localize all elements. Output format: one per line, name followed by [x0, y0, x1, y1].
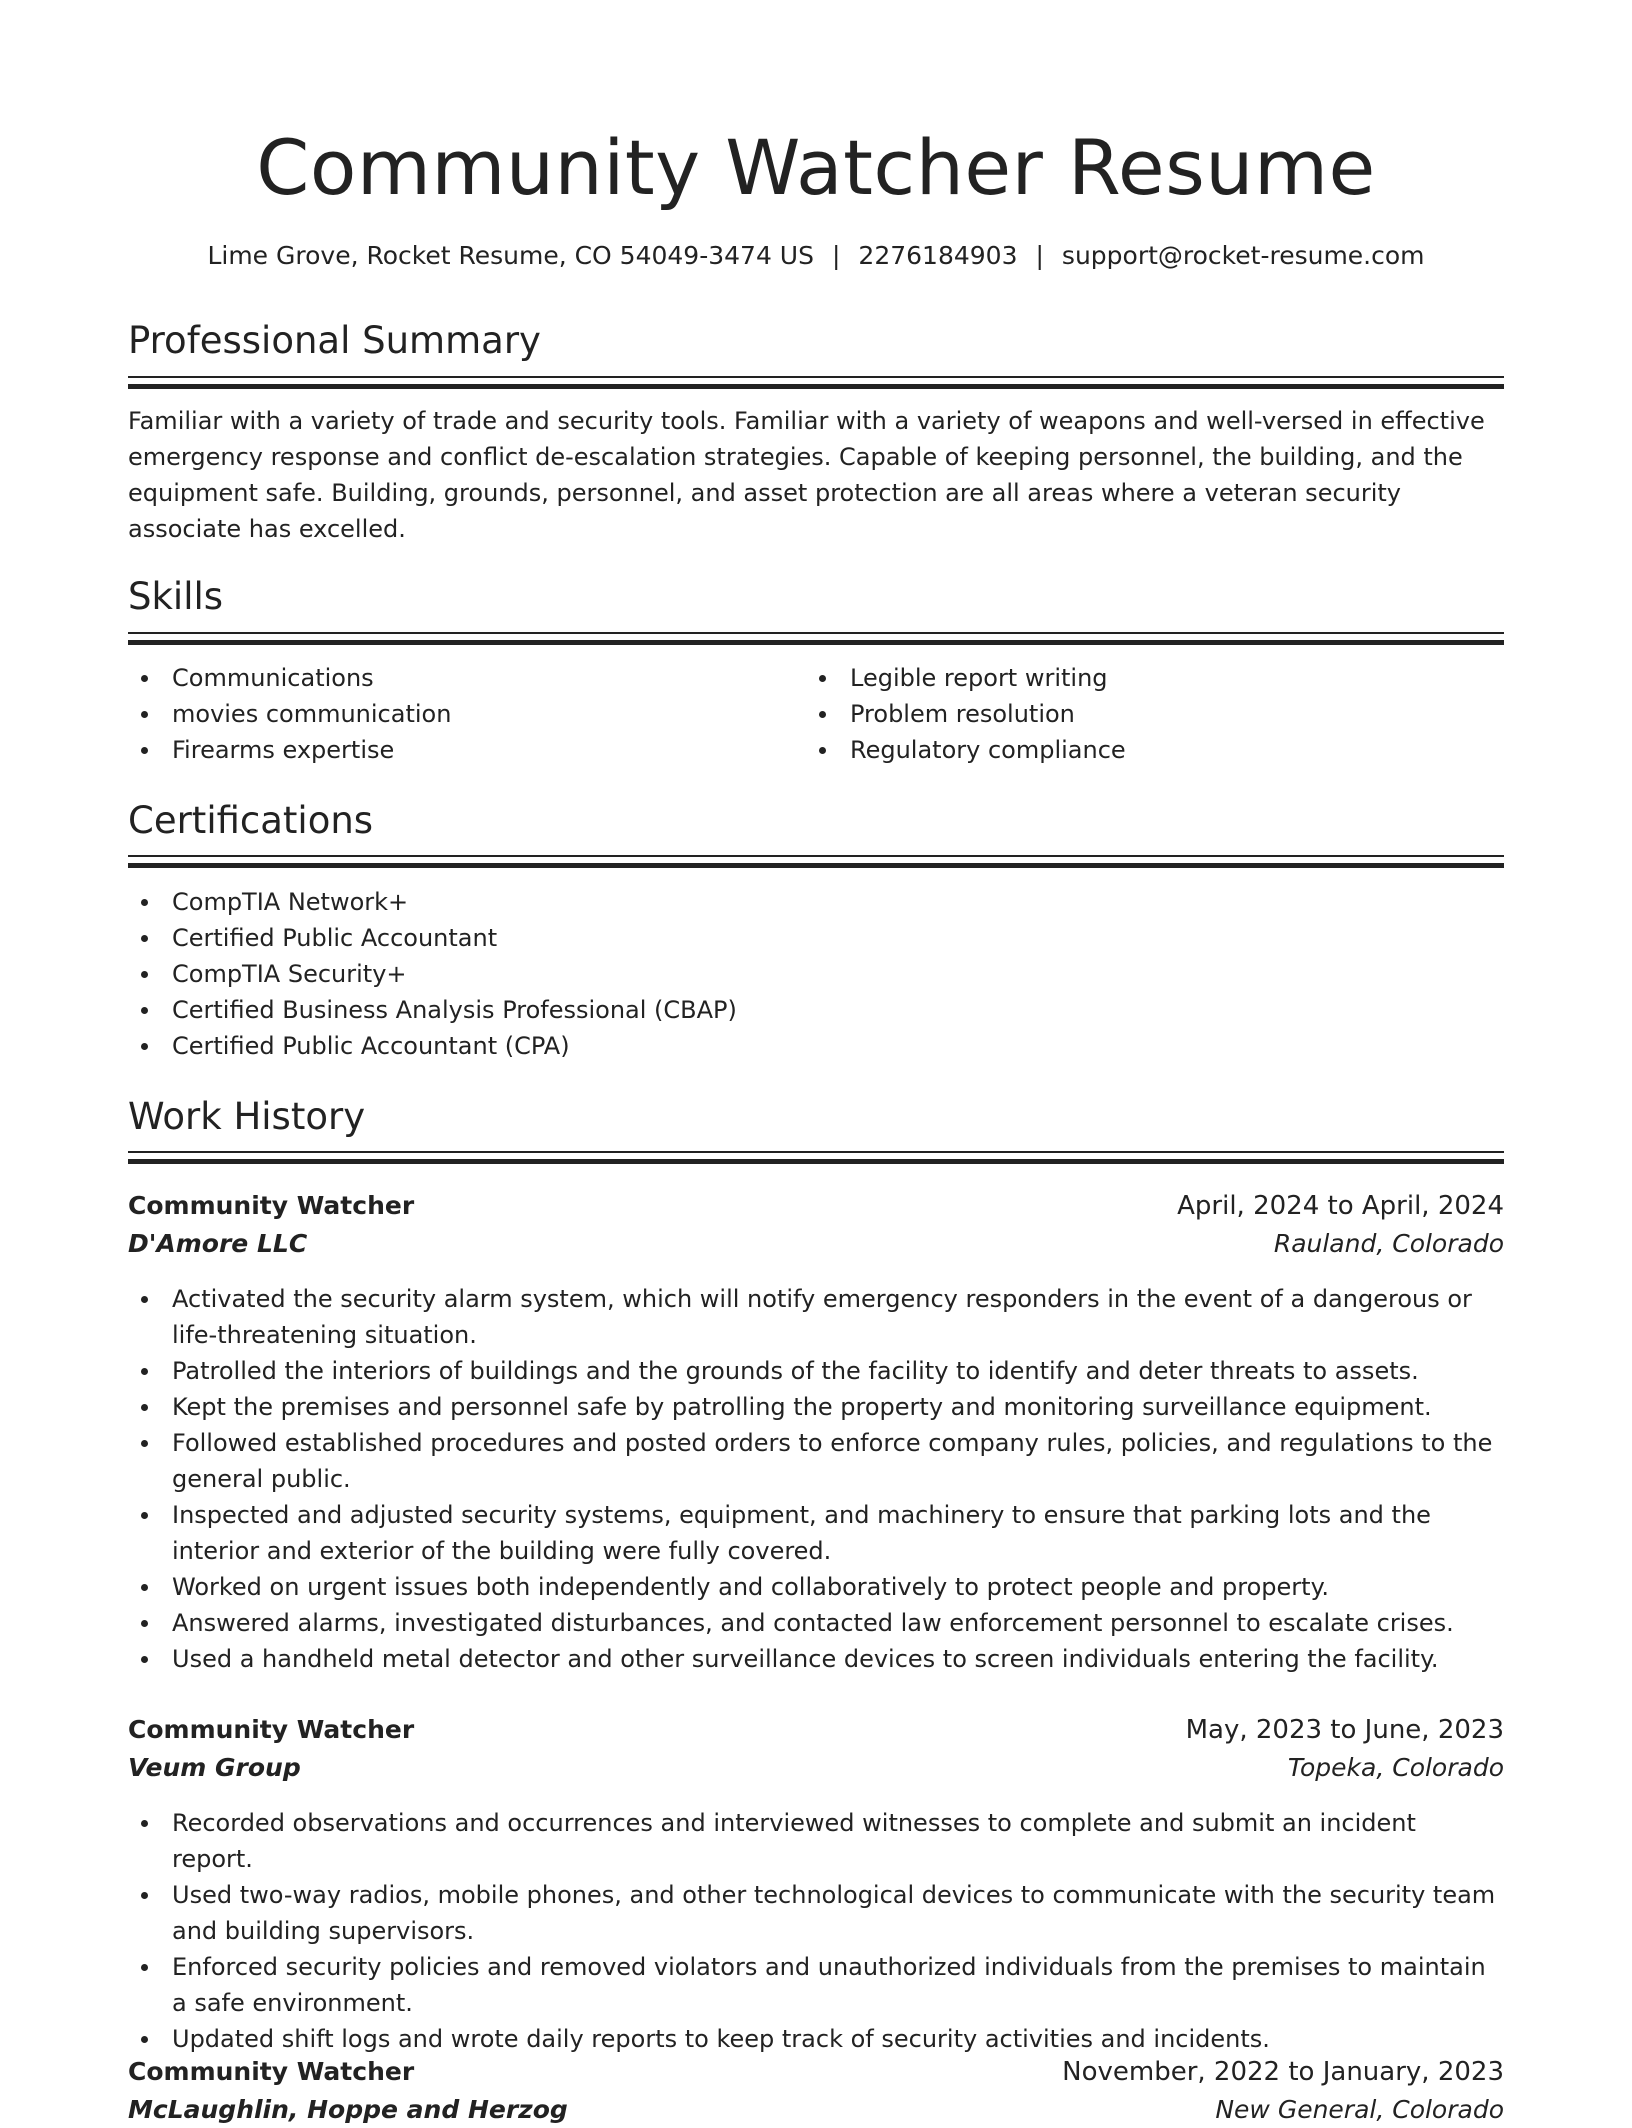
job-duty: Updated shift logs and wrote daily reports to keep track of security activities and incidents.	[128, 2021, 1504, 2057]
skill-item: Communications	[128, 660, 788, 696]
contact-address: Lime Grove, Rocket Resume, CO 54049-3474 US	[207, 241, 814, 270]
job-duty: Activated the security alarm system, which will notify emergency responders in the event of a dangerous or life-threatening situation.	[128, 1281, 1504, 1353]
job-location: Topeka, Colorado	[1287, 1753, 1504, 1782]
contact-separator: |	[831, 241, 841, 270]
job-title: Community Watcher	[128, 1715, 415, 1744]
contact-separator: |	[1035, 241, 1044, 270]
certification-item: CompTIA Security+	[128, 956, 1504, 992]
contact-line	[128, 236, 1504, 276]
job-company: McLaughlin, Hoppe and Herzog	[128, 2095, 568, 2124]
job-duty: Followed established procedures and posted orders to enforce company rules, policies, and regulations to the general public.	[128, 1425, 1504, 1497]
skill-item: movies communication	[128, 696, 788, 732]
job-duties-list	[128, 1805, 1504, 2057]
job-title: Community Watcher	[128, 1191, 415, 1220]
section-heading-work-history: Work History	[128, 1095, 366, 1138]
job-duty: Enforced security policies and removed violators and unauthorized individuals from the premises to maintain a safe environment.	[128, 1949, 1504, 2021]
skill-item: Legible report writing	[806, 660, 1466, 696]
section-divider	[128, 632, 1504, 644]
job-dates: April, 2024 to April, 2024	[1177, 1191, 1504, 1221]
job-duty: Kept the premises and personnel safe by patrolling the property and monitoring surveillance equipment.	[128, 1389, 1504, 1425]
certification-item: CompTIA Network+	[128, 884, 1504, 920]
job-company: D'Amore LLC	[128, 1229, 308, 1258]
skill-item: Firearms expertise	[128, 732, 788, 768]
job-dates: November, 2022 to January, 2023	[1062, 2057, 1504, 2087]
certification-item: Certified Public Accountant (CPA)	[128, 1028, 1504, 1064]
section-divider	[128, 376, 1504, 388]
certification-item: Certified Public Accountant	[128, 920, 1504, 956]
section-divider	[128, 1151, 1504, 1163]
resume-title: Community Watcher Resume	[256, 123, 1376, 212]
skills-list-right	[806, 660, 1466, 768]
job-duties-list	[128, 1281, 1504, 1677]
job-dates: May, 2023 to June, 2023	[1185, 1715, 1504, 1745]
job-company: Veum Group	[128, 1753, 301, 1782]
job-title: Community Watcher	[128, 2057, 415, 2086]
job-duty: Used a handheld metal detector and other surveillance devices to screen individuals entering the facility.	[128, 1641, 1504, 1677]
job-location: Rauland, Colorado	[1273, 1229, 1504, 1258]
job-duty: Worked on urgent issues both independently and collaboratively to protect people and property.	[128, 1569, 1504, 1605]
skill-item: Regulatory compliance	[806, 732, 1466, 768]
job-duty: Patrolled the interiors of buildings and the grounds of the facility to identify and deter threats to assets.	[128, 1353, 1504, 1389]
summary-text: Familiar with a variety of trade and security tools. Familiar with a variety of weapons and well-versed in effective emergency response and conflict de-escalation strategies. Capable of keeping personnel, the building, and the equipment safe. Building, grounds, personnel, and asset protection are all areas where a veteran security associate has excelled.	[128, 407, 1485, 543]
skills-list-left	[128, 660, 788, 768]
job-duty: Inspected and adjusted security systems, equipment, and machinery to ensure that parking lots and the interior and exterior of the building were fully covered.	[128, 1497, 1504, 1569]
job-duty: Recorded observations and occurrences and interviewed witnesses to complete and submit an incident report.	[128, 1805, 1504, 1877]
job-duty: Used two-way radios, mobile phones, and other technological devices to communicate with the security team and building supervisors.	[128, 1877, 1504, 1949]
section-divider	[128, 855, 1504, 867]
section-heading-certifications: Certifications	[128, 799, 374, 842]
section-heading-skills: Skills	[128, 575, 224, 618]
contact-phone: 2276184903	[858, 241, 1018, 270]
skill-item: Problem resolution	[806, 696, 1466, 732]
certification-item: Certified Business Analysis Professional (CBAP)	[128, 992, 1504, 1028]
section-heading-summary: Professional Summary	[128, 319, 541, 362]
contact-email[interactable]: support@rocket-resume.com	[1061, 241, 1425, 270]
certifications-list	[128, 884, 1504, 1064]
job-duty: Answered alarms, investigated disturbances, and contacted law enforcement personnel to escalate crises.	[128, 1605, 1504, 1641]
job-location: New General, Colorado	[1215, 2095, 1504, 2124]
